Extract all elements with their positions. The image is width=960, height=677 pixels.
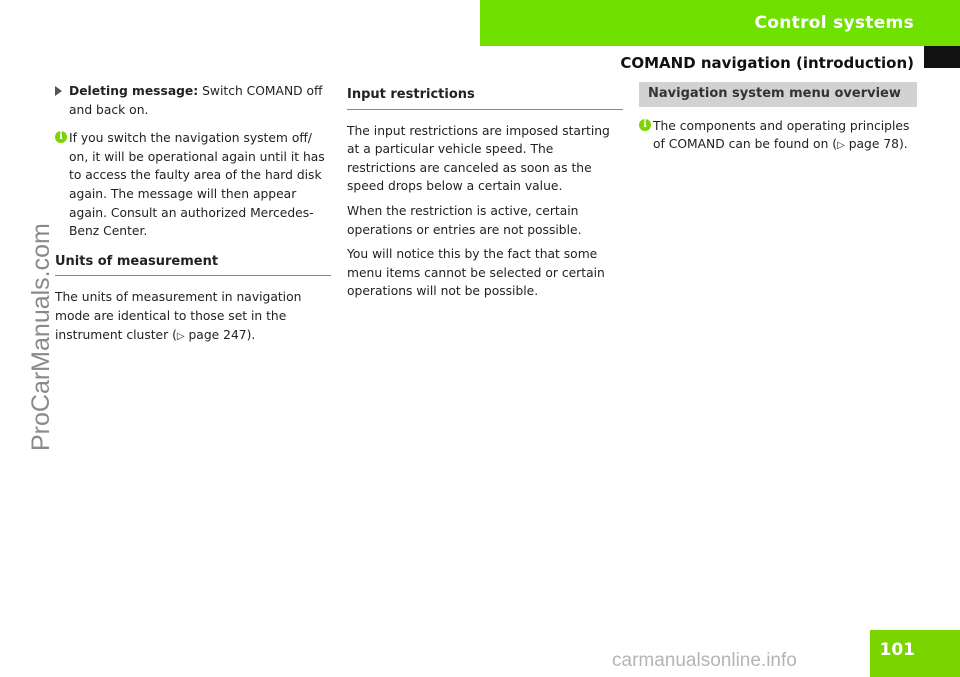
units-paragraph — [55, 288, 331, 346]
page-ref-arrow-icon: ▷ — [176, 330, 185, 342]
bottom-watermark: carmanualsonline.info — [612, 650, 797, 671]
info-note-text: The components and operating principles of COMAND can be found on ( — [653, 118, 910, 152]
triangle-bullet-icon — [55, 86, 62, 96]
side-watermark: ProCarManuals.com — [27, 223, 55, 451]
units-heading: Units of measurement — [55, 253, 331, 277]
column-middle — [347, 82, 623, 307]
menu-overview-heading: Navigation system menu overview — [639, 82, 917, 107]
info-note — [639, 117, 917, 156]
units-page-ref[interactable]: page 247). — [184, 327, 256, 342]
step-text: Switch COMAND off and back on. — [69, 84, 323, 117]
chapter-tab-label: Control systems — [754, 13, 914, 33]
info-note — [55, 129, 331, 241]
chapter-tab — [480, 0, 960, 46]
page-ref-arrow-icon: ▷ — [837, 140, 845, 152]
paragraph: The input restrictions are imposed starting at a particular vehicle speed. The restrictions are canceled as soon as the speed drops below a certain value. — [347, 123, 610, 194]
step-label: Deleting message: — [69, 84, 199, 98]
instruction-step — [55, 82, 331, 119]
paragraph: When the restriction is active, certain operations or entries are not possible. — [347, 203, 582, 237]
info-icon: i — [55, 131, 67, 143]
info-note-text: If you switch the navigation system off/ on, it will be operational again until it has to access the faulty area of the hard disk again. The message will then appear again. Consult an authorized Mercedes-Benz Center. — [69, 131, 325, 239]
page-ref[interactable]: page 78). — [844, 137, 908, 152]
units-text: The units of measurement in navigation mode are identical to those set in the instrument cluster ( — [55, 290, 302, 342]
paragraph: You will notice this by the fact that some menu items cannot be selected or certain operations will not be possible. — [347, 247, 605, 299]
page-number: 101 — [879, 640, 915, 660]
input-restrictions-heading: Input restrictions — [347, 86, 623, 110]
info-icon: i — [639, 119, 651, 131]
page-number-box — [870, 630, 960, 677]
section-title: COMAND navigation (introduction) — [620, 54, 914, 72]
column-right — [639, 82, 917, 168]
thumb-tab-marker — [924, 46, 960, 68]
column-left — [55, 82, 331, 352]
